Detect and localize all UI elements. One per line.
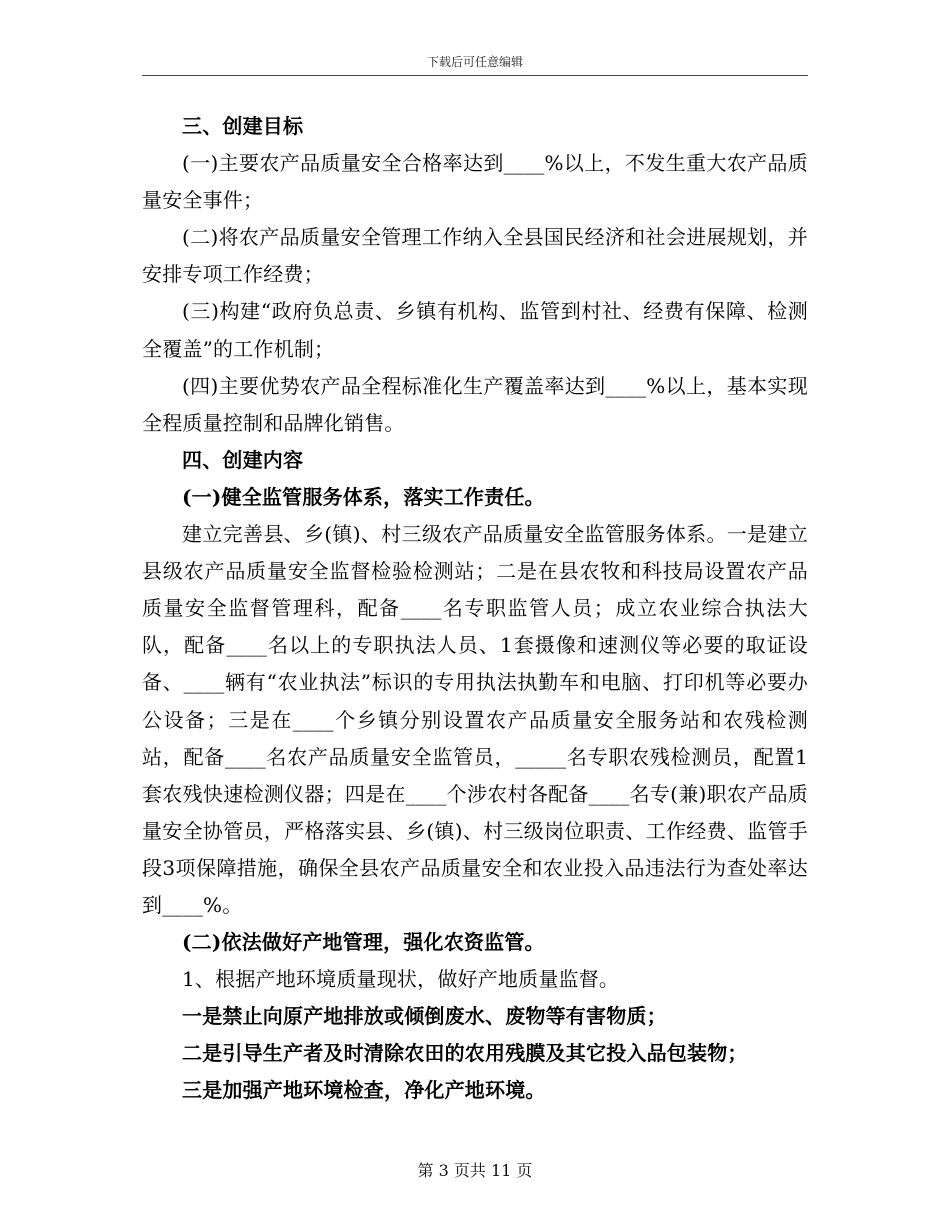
- page-number: 第 3 页共 11 页: [417, 1161, 533, 1180]
- subsection-title-1: (一)健全监管服务体系，落实工作责任。: [182, 484, 545, 509]
- goal-item-2: (二)将农产品质量安全管理工作纳入全县国民经济和社会进展规划，并安排专项工作经费；: [142, 225, 808, 287]
- goal-item-4: (四)主要优势农产品全程标准化生产覆盖率达到____%以上，基本实现全程质量控制和品牌化销售。: [142, 373, 808, 435]
- goal-item-3: (三)构建“政府负总责、乡镇有机构、监管到村社、经费有保障、检测全覆盖”的工作机制；: [142, 299, 808, 361]
- list-item-1: 1、根据产地环境质量现状，做好产地质量监督。: [182, 967, 620, 992]
- subsection-paragraph-1: 建立完善县、乡(镇)、村三级农产品质量安全监管服务体系。一是建立县级农产品质量安全监督检验检测站；二是在县农牧和科技局设置农产品质量安全监督管理科，配备____名专职监管人员；成立农业综合执法大队，配备____名以上的专职执法人员、1套摄像和速测仪等必要的取证设备、____辆有“农业执法”标识的专用执法执勤车和电脑、打印机等必要办公设备；三是在____个乡镇分别设置农产品质量安全服务站和农残检测站，配备____名农产品质量安全监管员，_____名专职农残检测员，配置1套农残快速检测仪器；四是在____个涉农村各配备____名专(兼)职农产品质量安全协管员，严格落实县、乡(镇)、村三级岗位职责、工作经费、监管手段3项保障措施，确保全县农产品质量安全和农业投入品违法行为查处率达到____%。: [142, 522, 808, 917]
- section-heading-goals: 三、创建目标: [182, 114, 304, 138]
- measure-2: 二是引导生产者及时清除农田的农用残膜及其它投入品包装物；: [182, 1041, 748, 1066]
- measure-1: 一是禁止向原产地排放或倾倒废水、废物等有害物质；: [182, 1004, 667, 1029]
- measure-3: 三是加强产地环境检查，净化产地环境。: [182, 1078, 546, 1103]
- section-heading-content: 四、创建内容: [182, 447, 304, 472]
- subsection-title-2: (二)依法做好产地管理，强化农资监管。: [182, 930, 545, 955]
- header-note: 下载后可任意编辑: [426, 55, 523, 69]
- document-body: [142, 108, 808, 1110]
- goal-item-1: (一)主要农产品质量安全合格率达到____%以上，不发生重大农产品质量安全事件；: [142, 151, 808, 213]
- header-divider: [142, 75, 808, 76]
